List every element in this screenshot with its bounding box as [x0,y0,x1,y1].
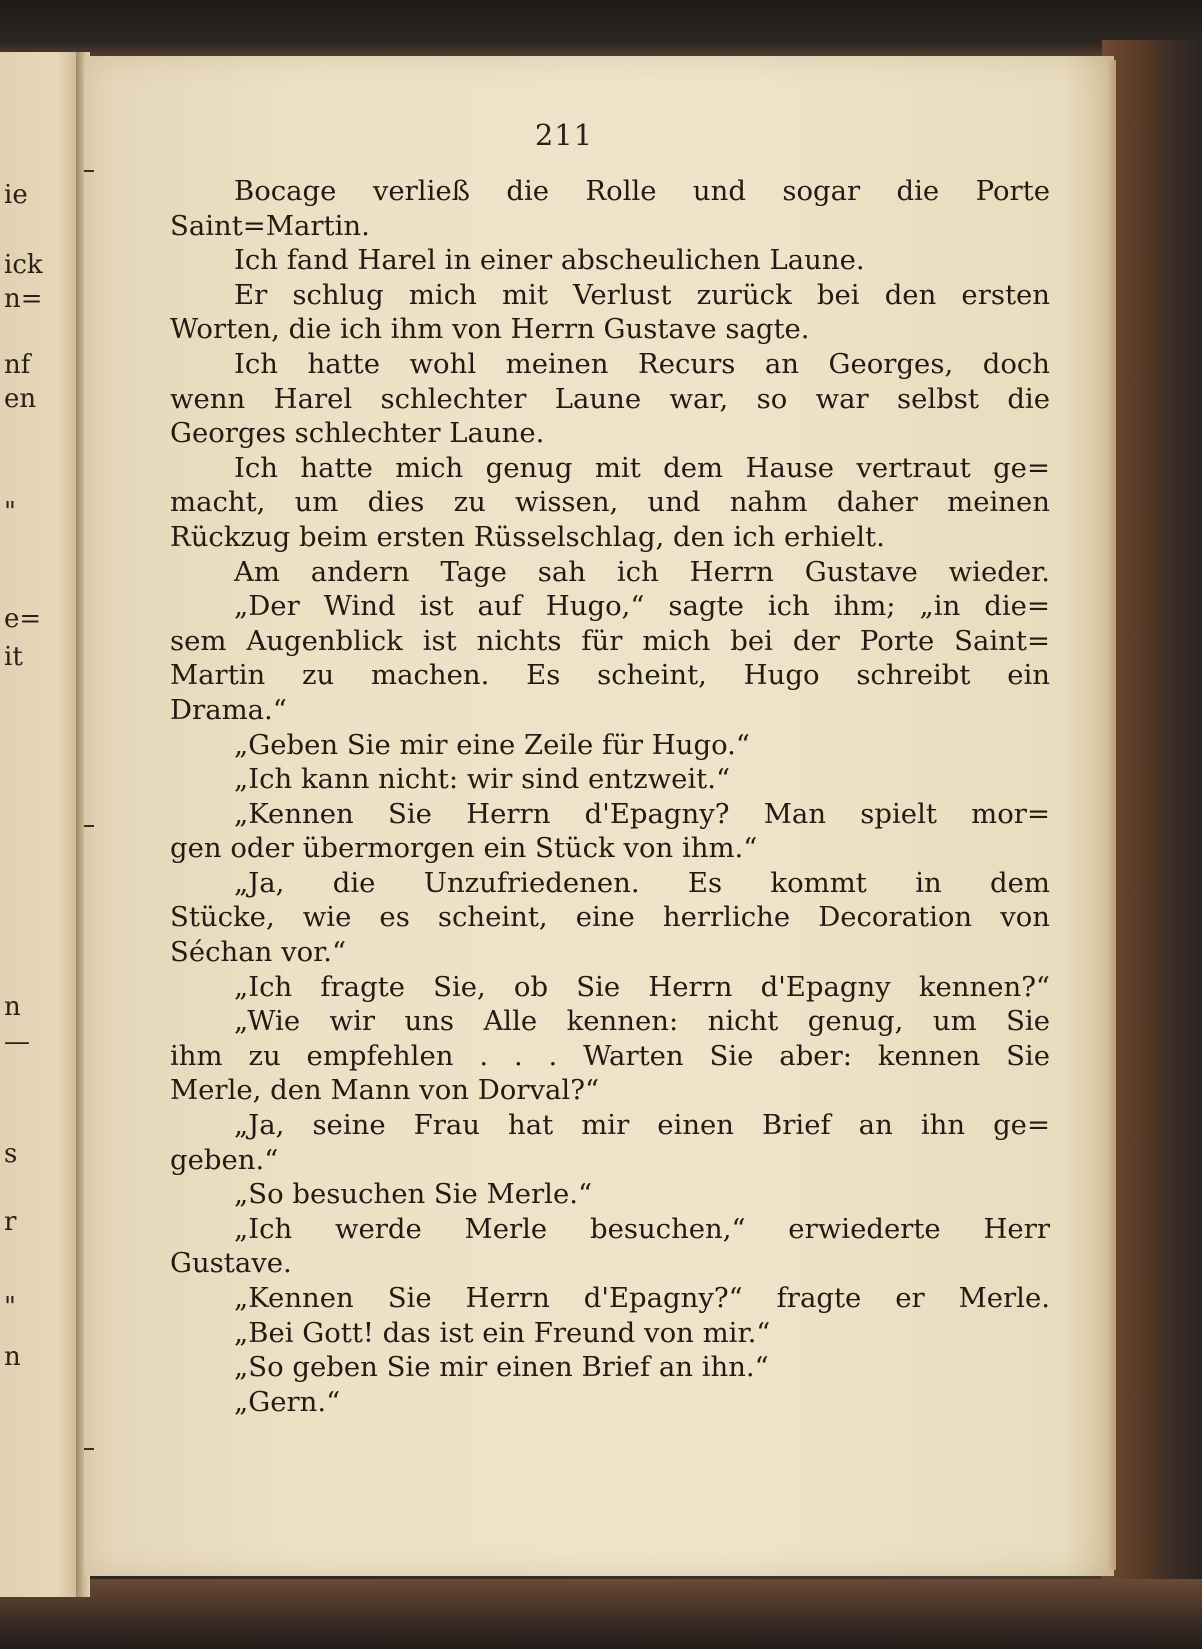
book-page [84,56,1114,1576]
left-fragment: r [4,1207,17,1237]
left-fragment: ie [4,180,28,210]
left-fragment: n [4,992,21,1022]
previous-page-sliver [0,52,82,1597]
text-line: ihm zu empfehlen . . . Warten Sie aber: kennen Sie [170,1039,1050,1072]
text-line: Martin zu machen. Es scheint, Hugo schreibt ein [170,659,1050,692]
text-line: Ich hatte mich genug mit dem Hause vertraut ge= [234,451,1050,484]
left-fragment: n= [4,284,43,314]
text-line: „Kennen Sie Herrn d'Epagny? Man spielt mor= [234,797,1050,830]
text-line: sem Augenblick ist nichts für mich bei der Porte Saint= [170,624,1050,657]
text-line: „Wie wir uns Alle kennen: nicht genug, um Sie [234,1005,1050,1038]
text-line: wenn Harel schlechter Laune war, so war selbst die [170,382,1050,415]
text-line: „Ja, die Unzufriedenen. Es kommt in dem [234,866,1050,899]
text-line: Georges schlechter Laune. [170,417,545,450]
left-fragment: en [4,384,37,414]
text-line: „Ich kann nicht: wir sind entzweit.“ [234,763,731,796]
text-line: Drama.“ [170,693,287,726]
text-line: Rückzug beim ersten Rüsselschlag, den ich erhielt. [170,520,885,553]
book-cover-top [0,0,1202,60]
left-fragment: n [4,1342,21,1372]
margin-mark [84,1448,94,1450]
page-number: 211 [534,118,594,152]
text-line: „Ich fragte Sie, ob Sie Herrn d'Epagny kennen?“ [234,970,1050,1003]
book-cover-bottom [0,1579,1202,1649]
text-line: „So besuchen Sie Merle.“ [234,1178,593,1211]
left-fragment: e= [4,604,42,634]
left-fragment: " [4,497,16,527]
text-line: „Gern.“ [234,1385,341,1418]
text-line: Saint=Martin. [170,209,370,242]
left-fragment: ick [4,250,43,280]
text-line: Ich hatte wohl meinen Recurs an Georges, doch [234,347,1050,380]
margin-mark [84,825,94,827]
text-line: geben.“ [170,1143,279,1176]
page-edge [1108,60,1116,1570]
text-line: „Kennen Sie Herrn d'Epagny?“ fragte er Merle. [234,1282,1050,1314]
page-text [170,174,1050,1419]
text-line: Ich fand Harel in einer abscheulichen Laune. [234,244,865,277]
text-line: „So geben Sie mir einen Brief an ihn.“ [234,1351,769,1384]
text-line: Worten, die ich ihm von Herrn Gustave sagte. [170,313,810,346]
left-fragment: — [4,1027,30,1057]
margin-mark [84,170,94,172]
text-line: „Der Wind ist auf Hugo,“ sagte ich ihm; „in die= [234,590,1050,623]
text-line: „Ich werde Merle besuchen,“ erwiederte Herr [234,1212,1050,1245]
text-line: „Geben Sie mir eine Zeile für Hugo.“ [234,728,750,761]
text-line: Merle, den Mann von Dorval?“ [170,1074,600,1107]
text-line: Gustave. [170,1247,292,1280]
text-line: Bocage verließ die Rolle und sogar die Porte [234,175,1050,207]
text-line: Er schlug mich mit Verlust zurück bei den ersten [234,278,1050,311]
left-fragment: it [4,642,23,672]
text-line: „Bei Gott! das ist ein Freund von mir.“ [234,1316,771,1349]
text-line: gen oder übermorgen ein Stück von ihm.“ [170,832,758,865]
book-cover-right [1102,40,1202,1649]
text-line: Stücke, wie es scheint, eine herrliche Decoration von [170,901,1050,934]
text-line: Séchan vor.“ [170,936,347,969]
text-line: Am andern Tage sah ich Herrn Gustave wieder. [234,555,1050,588]
left-fragment: " [4,1292,16,1322]
text-line: macht, um dies zu wissen, und nahm daher meinen [170,486,1050,519]
left-fragment: nf [4,350,31,380]
left-fragment: s [4,1139,18,1169]
text-line: „Ja, seine Frau hat mir einen Brief an ihn ge= [234,1109,1050,1142]
